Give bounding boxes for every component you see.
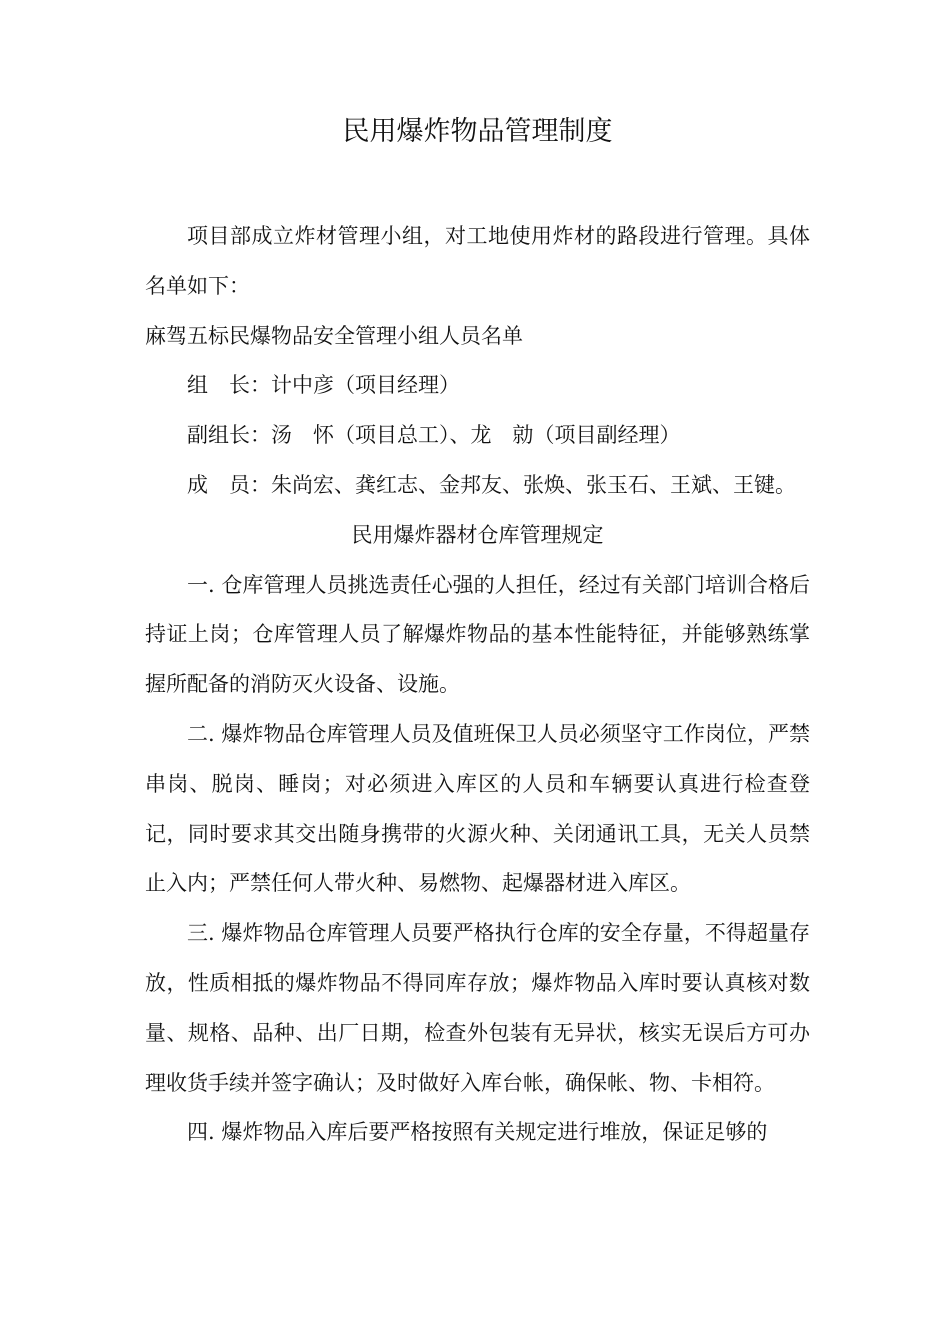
document-body [145, 212, 810, 1158]
clause-4: 四. 爆炸物品入库后要严格按照有关规定进行堆放，保证足够的 [187, 1120, 768, 1145]
clause-3: 三. 爆炸物品仓库管理人员要严格执行仓库的安全存量，不得超量存放，性质相抵的爆炸物品不得同库存放；爆炸物品入库时要认真核对数量、规格、品种、出厂日期，检查外包装有无异状，核实无误后方可办理收货手续并签字确认；及时做好入库台帐，确保帐、物、卡相符。 [145, 921, 810, 1095]
paragraph-list-heading: 麻驾五标民爆物品安全管理小组人员名单 [145, 323, 523, 348]
clause-2: 二. 爆炸物品仓库管理人员及值班保卫人员必须坚守工作岗位，严禁串岗、脱岗、睡岗；对必须进入库区的人员和车辆要认真进行检查登记，同时要求其交出随身携带的火源火种、关闭通讯工具，无关人员禁止入内；严禁任何人带火种、易燃物、起爆器材进入库区。 [145, 721, 810, 896]
paragraph-deputy-leaders: 副组长：汤 怀（项目总工）、龙 勍（项目副经理） [187, 423, 681, 448]
clause-1: 一. 仓库管理人员挑选责任心强的人担任，经过有关部门培训合格后持证上岗；仓库管理人员了解爆炸物品的基本性能特征，并能够熟练掌握所配备的消防灭火设备、设施。 [145, 572, 810, 697]
document-title: 民用爆炸物品管理制度 [342, 116, 613, 147]
section-heading: 民用爆炸器材仓库管理规定 [351, 522, 604, 547]
paragraph-intro: 项目部成立炸材管理小组，对工地使用炸材的路段进行管理。具体名单如下： [145, 224, 810, 298]
paragraph-leader: 组 长：计中彦（项目经理） [187, 373, 460, 398]
paragraph-members: 成 员：朱尚宏、龚红志、金邦友、张焕、张玉石、王斌、王键。 [187, 472, 796, 497]
